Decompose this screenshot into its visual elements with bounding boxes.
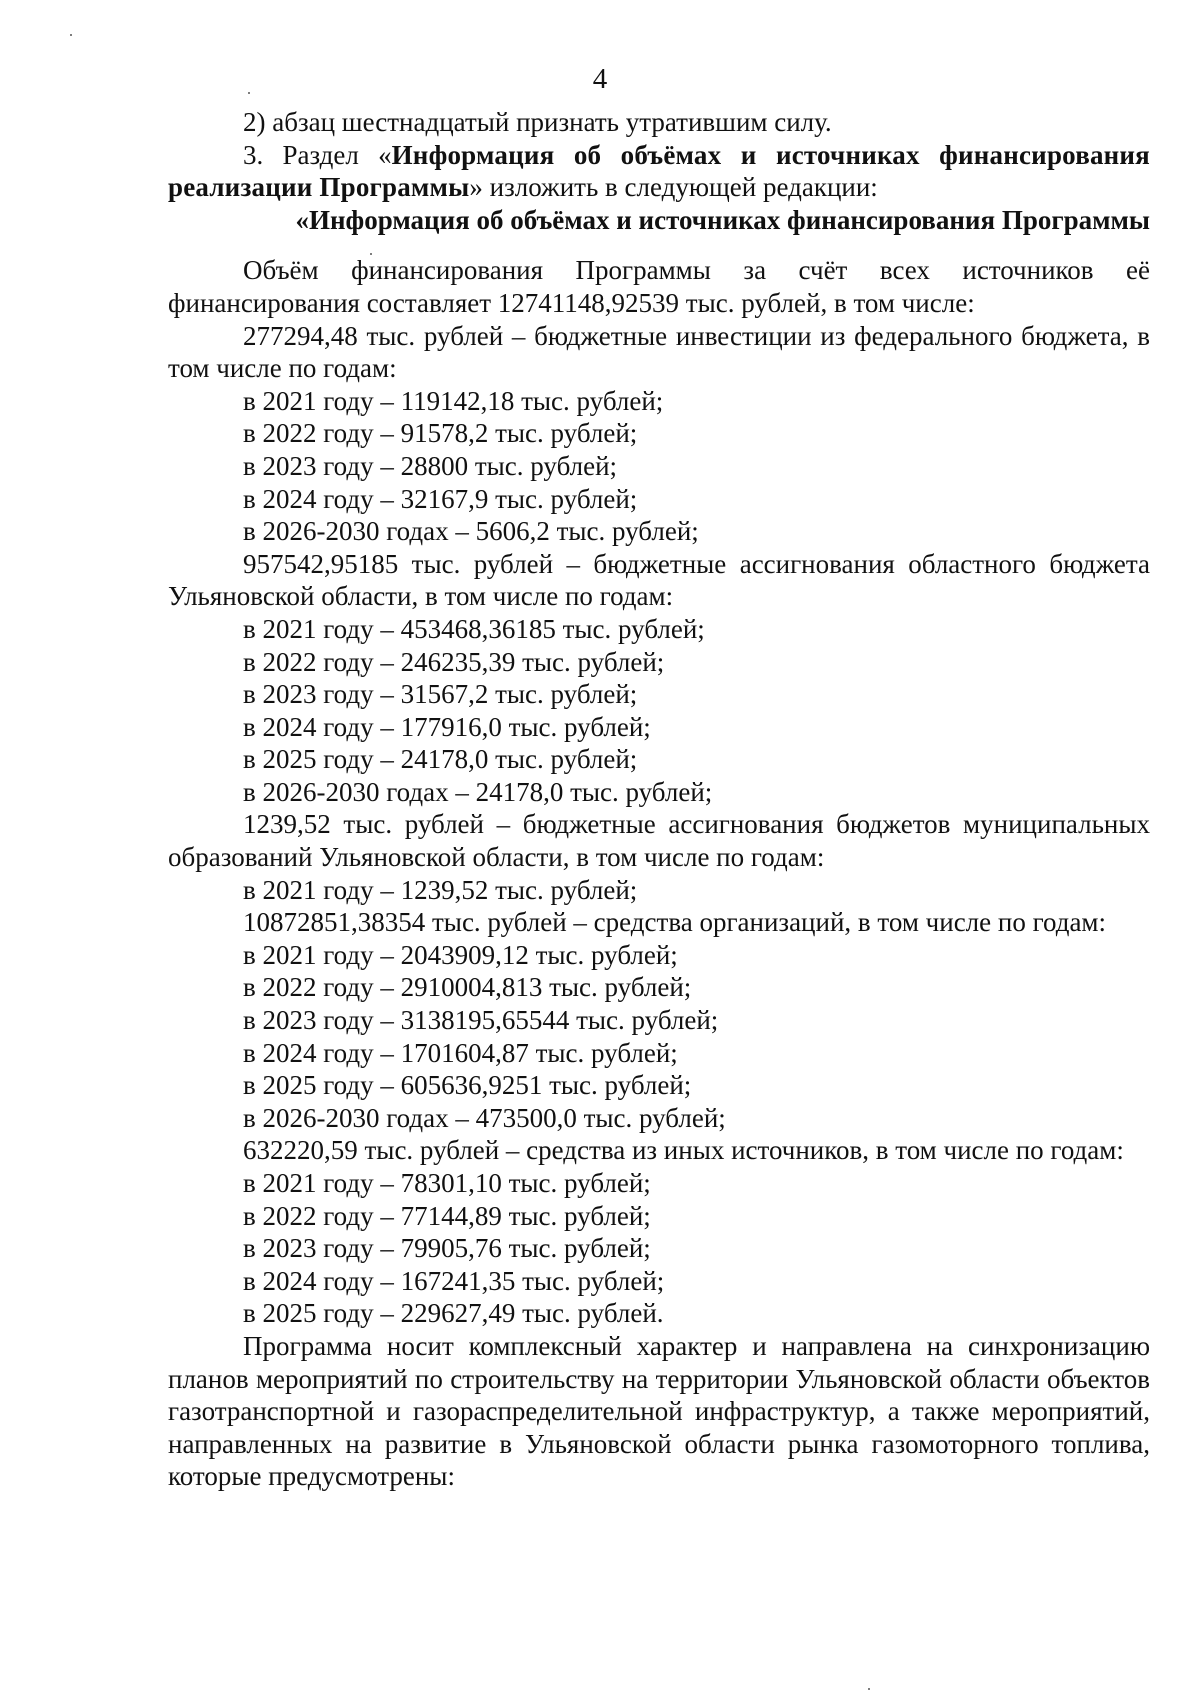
municipal-funding-intro: 1239,52 тыс. рублей – бюджетные ассигнования бюджетов муниципальных образований Ульяновской области, в том числе по годам: bbox=[168, 809, 1150, 873]
other-sources-year-item: в 2022 году – 77144,89 тыс. рублей; bbox=[243, 1200, 651, 1231]
regional-year-item: в 2025 году – 24178,0 тыс. рублей; bbox=[243, 744, 638, 775]
regional-year-item: в 2023 году – 31567,2 тыс. рублей; bbox=[243, 679, 638, 710]
paragraph-2: 2) абзац шестнадцатый признать утратившим силу. bbox=[243, 107, 832, 137]
regional-year-item: в 2024 году – 177916,0 тыс. рублей; bbox=[243, 711, 651, 742]
page-number: 4 bbox=[592, 63, 608, 95]
other-sources-year-item: в 2023 году – 79905,76 тыс. рублей; bbox=[243, 1233, 651, 1264]
regional-year-item: в 2026-2030 годах – 24178,0 тыс. рублей; bbox=[243, 776, 713, 807]
organizations-year-item: в 2024 году – 1701604,87 тыс. рублей; bbox=[243, 1037, 678, 1068]
section-3-paragraph bbox=[168, 139, 1150, 204]
closing-paragraph: Программа носит комплексный характер и направлена на синхронизацию планов мероприятий по строительству на территории Ульяновской области объектов газотранспортной и газораспределительной инфраструктур, а также мероприятий, направленных на развитие в Ульяновской области рынка газомоторного топлива, которые предусмотрены: bbox=[168, 1330, 1150, 1492]
regional-funding-intro: 957542,95185 тыс. рублей – бюджетные ассигнования областного бюджета Ульяновской области, в том числе по годам: bbox=[168, 548, 1150, 612]
scan-speck bbox=[70, 34, 72, 36]
municipal-year-item: в 2021 году – 1239,52 тыс. рублей; bbox=[243, 874, 638, 905]
section-3-prefix: 3. Раздел « bbox=[243, 139, 392, 170]
federal-year-item: в 2022 году – 91578,2 тыс. рублей; bbox=[243, 418, 638, 449]
new-section-heading: «Информация об объёмах и источниках финансирования Программы bbox=[295, 204, 1150, 235]
federal-year-item: в 2023 году – 28800 тыс. рублей; bbox=[243, 450, 618, 481]
total-funding-paragraph: Объём финансирования Программы за счёт всех источников её финансирования составляет 12741148,92539 тыс. рублей, в том числе: bbox=[168, 255, 1150, 318]
regional-year-item: в 2022 году – 246235,39 тыс. рублей; bbox=[243, 646, 665, 677]
organizations-year-item: в 2023 году – 3138195,65544 тыс. рублей; bbox=[243, 1005, 719, 1036]
organizations-year-item: в 2022 году – 2910004,813 тыс. рублей; bbox=[243, 972, 692, 1003]
regional-year-item: в 2021 году – 453468,36185 тыс. рублей; bbox=[243, 613, 705, 644]
other-sources-year-item: в 2024 году – 167241,35 тыс. рублей; bbox=[243, 1265, 665, 1296]
other-sources-year-item: в 2021 году – 78301,10 тыс. рублей; bbox=[243, 1168, 651, 1198]
organizations-year-item: в 2025 году – 605636,9251 тыс. рублей; bbox=[243, 1070, 692, 1101]
federal-year-item: в 2021 году – 119142,18 тыс. рублей; bbox=[243, 385, 664, 416]
section-3-title: Информация об объёмах и источниках финансирования реализации Программы bbox=[168, 139, 1150, 203]
organizations-year-item: в 2021 году – 2043909,12 тыс. рублей; bbox=[243, 939, 678, 970]
document-body bbox=[168, 106, 1150, 1493]
organizations-funding-intro: 10872851,38354 тыс. рублей – средства организаций, в том числе по годам: bbox=[243, 907, 1107, 938]
federal-year-item: в 2024 году – 32167,9 тыс. рублей; bbox=[243, 483, 638, 514]
section-3-suffix: » изложить в следующей редакции: bbox=[469, 172, 878, 203]
other-sources-funding-intro: 632220,59 тыс. рублей – средства из иных источников, в том числе по годам: bbox=[243, 1135, 1124, 1166]
other-sources-year-item: в 2025 году – 229627,49 тыс. рублей. bbox=[243, 1298, 664, 1329]
federal-year-item: в 2026-2030 годах – 5606,2 тыс. рублей; bbox=[243, 516, 699, 547]
scan-speck bbox=[868, 1688, 870, 1690]
organizations-year-item: в 2026-2030 годах – 473500,0 тыс. рублей; bbox=[243, 1102, 726, 1133]
federal-funding-intro: 277294,48 тыс. рублей – бюджетные инвестиции из федерального бюджета, в том числе по годам: bbox=[168, 320, 1150, 384]
